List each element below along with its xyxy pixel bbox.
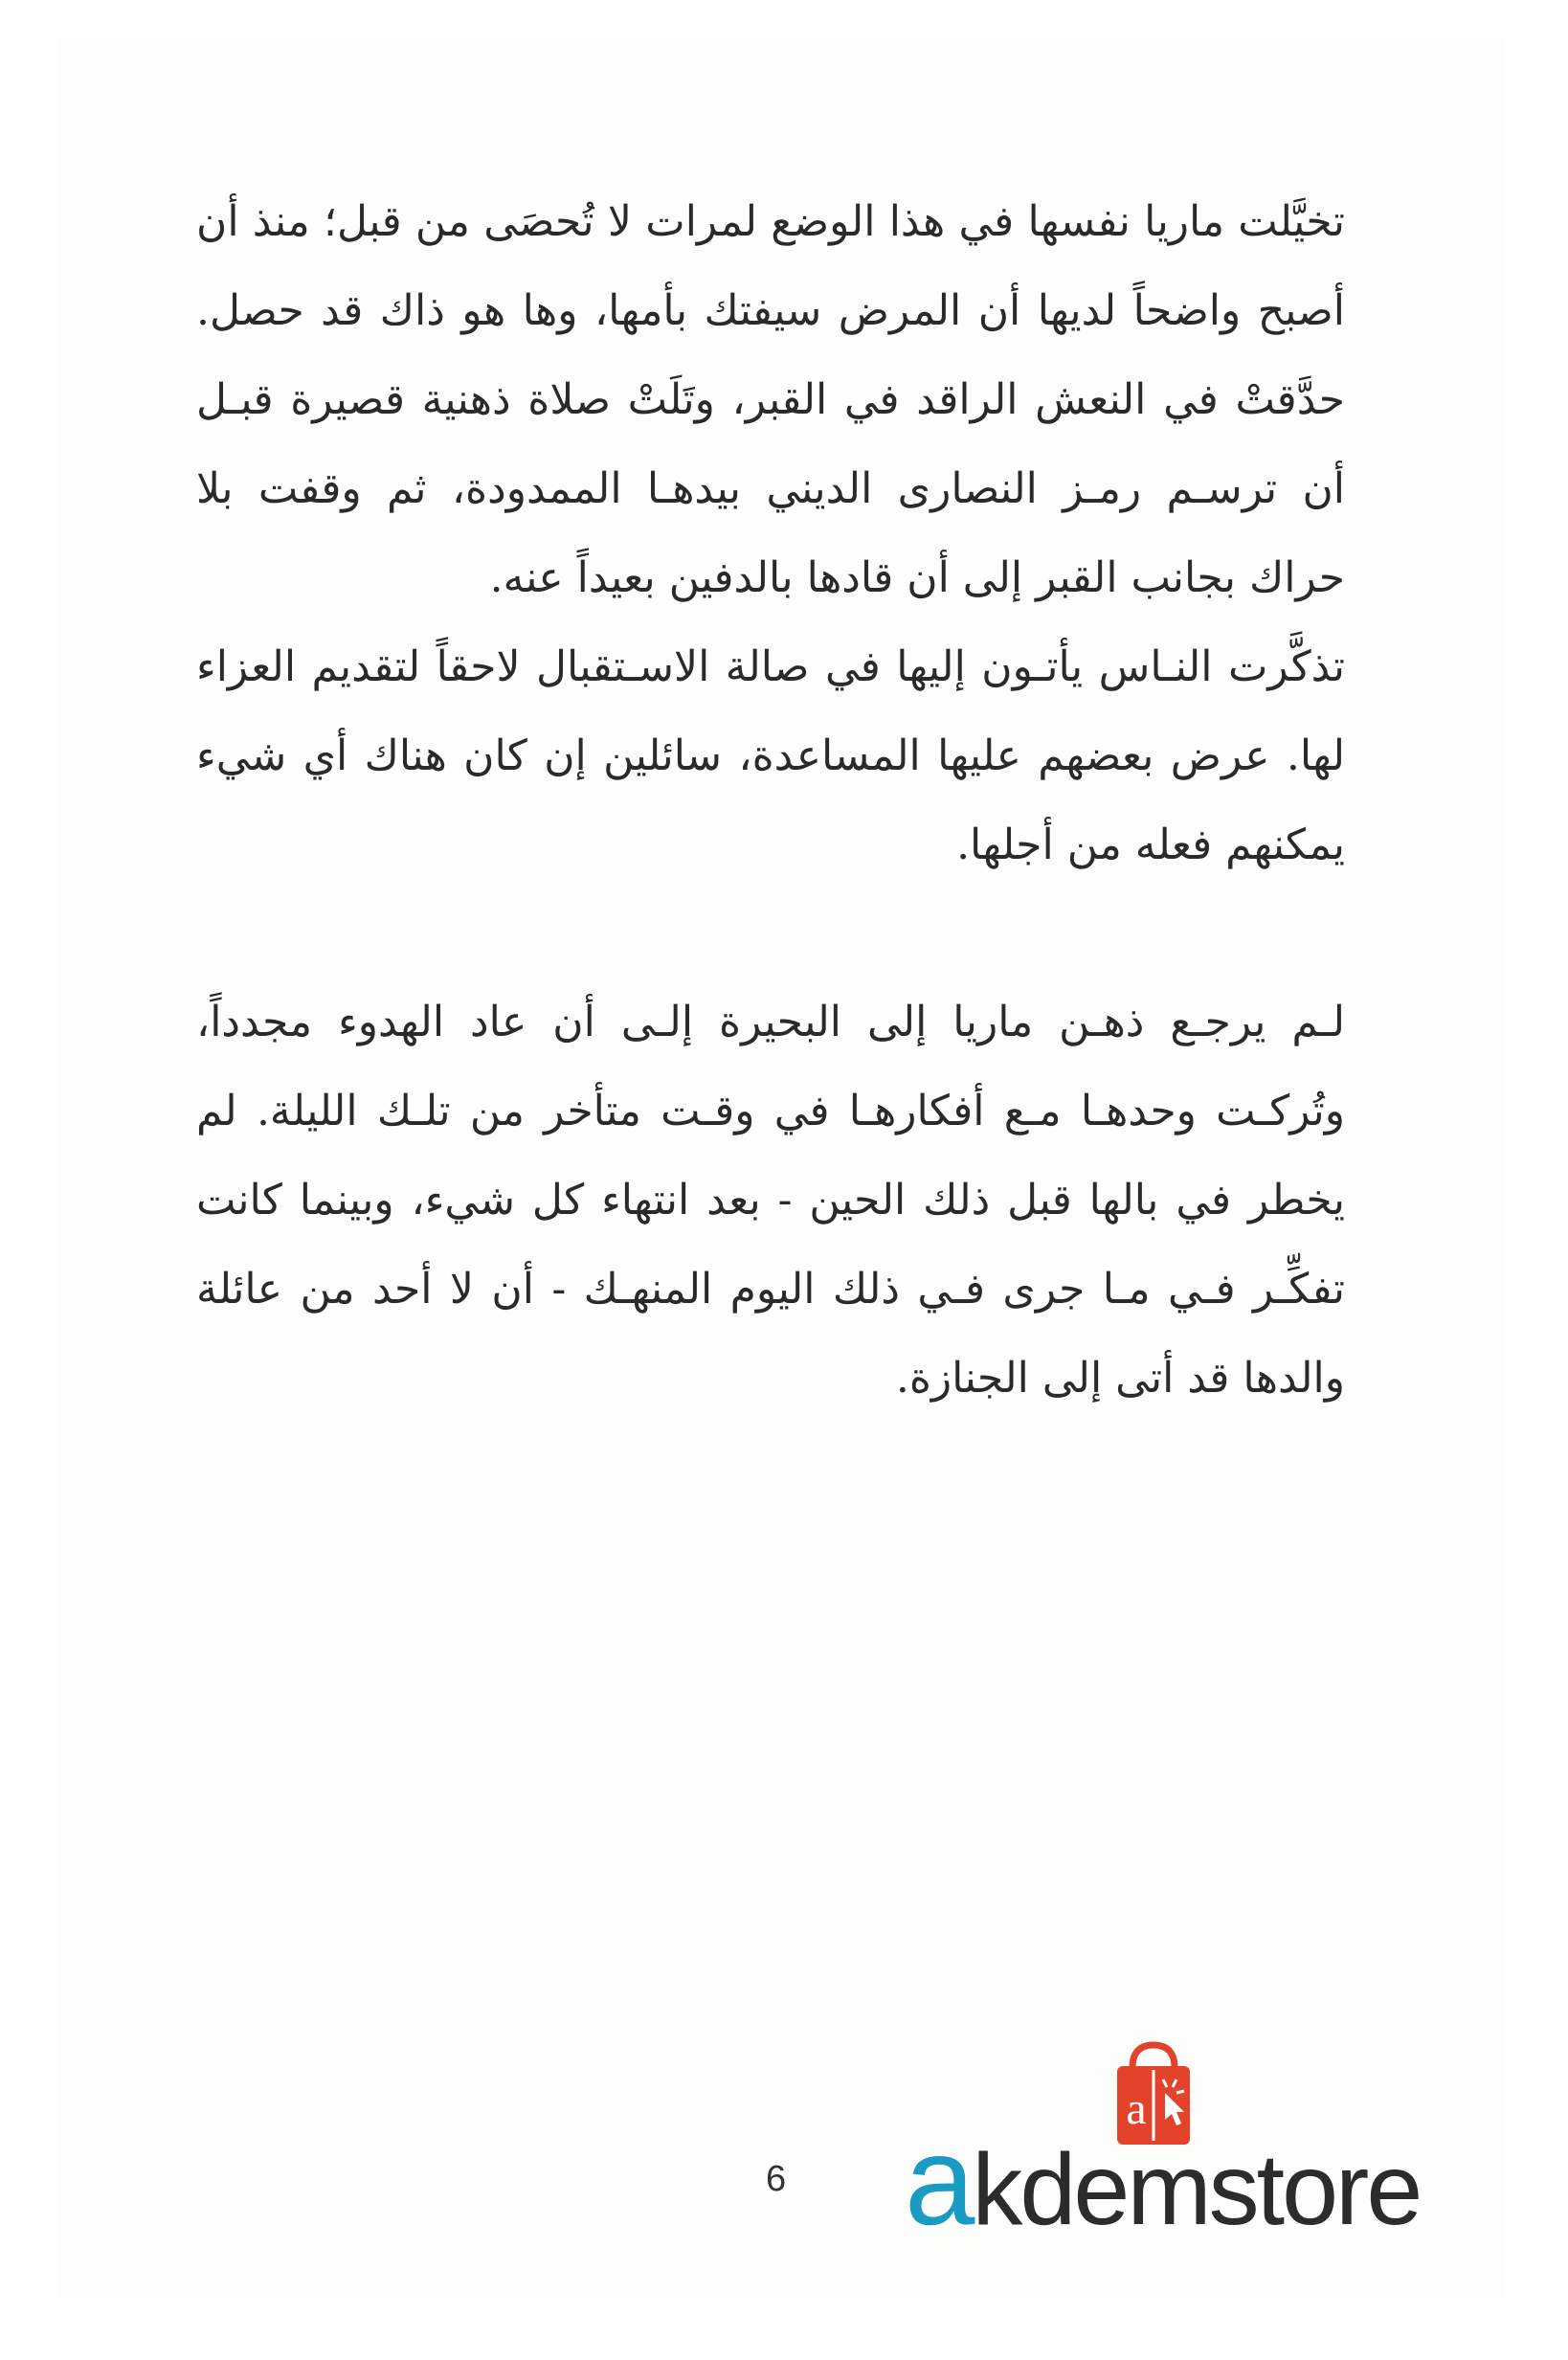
paragraph-3: لـم يرجـع ذهـن ماريا إلى البحيرة إلـى أن عاد الهدوء مجدداً، وتُركـت وحدهـا مـع أفكارهـا في وقـت متأخر من تلـك الليلة. لم يخطر في بالها قبل ذلك الحين - بعد انتهاء كل شيء، وبينما كانت تفكِّـر فـي مـا جرى فـي ذلك اليوم المنهـك - أن لا أحد من عائلة والدها قد أتى إلى الجنازة. [196,998,1345,1403]
logo-wordmark [905,2110,1421,2251]
paragraph-2: تذكَّرت النـاس يأتـون إليها في صالة الاسـتقبال لاحقاً لتقديم العزاء لها. عرض بعضهم عليها المساعدة، سائلين إن كان هناك أي شيء يمكنهم فعله من أجلها. [196,642,1346,869]
paragraph-spacer [196,889,1345,978]
logo-name: kdemstore [972,2133,1421,2246]
body-text [196,177,1345,1423]
bag-letter: a [1126,2083,1147,2134]
logo-letter-a: a [905,2110,973,2251]
paragraph-1: تخيَّلت ماريا نفسها في هذا الوضع لمرات لا تُحصَى من قبل؛ منذ أن أصبح واضحاً لديها أن المرض سيفتك بأمها، وها هو ذاك قد حصل. حدَّقتْ في النعش الراقد في القبر، وتَلَتْ صلاة ذهنية قصيرة قبـل أن ترسـم رمـز النصارى الديني بيدهـا الممدودة، ثم وقفت بلا حراك بجانب القبر إلى أن قادها بالدفين بعيداً عنه. [196,197,1345,602]
akdemstore-logo [905,2037,1421,2251]
page-number: 6 [766,2159,787,2199]
